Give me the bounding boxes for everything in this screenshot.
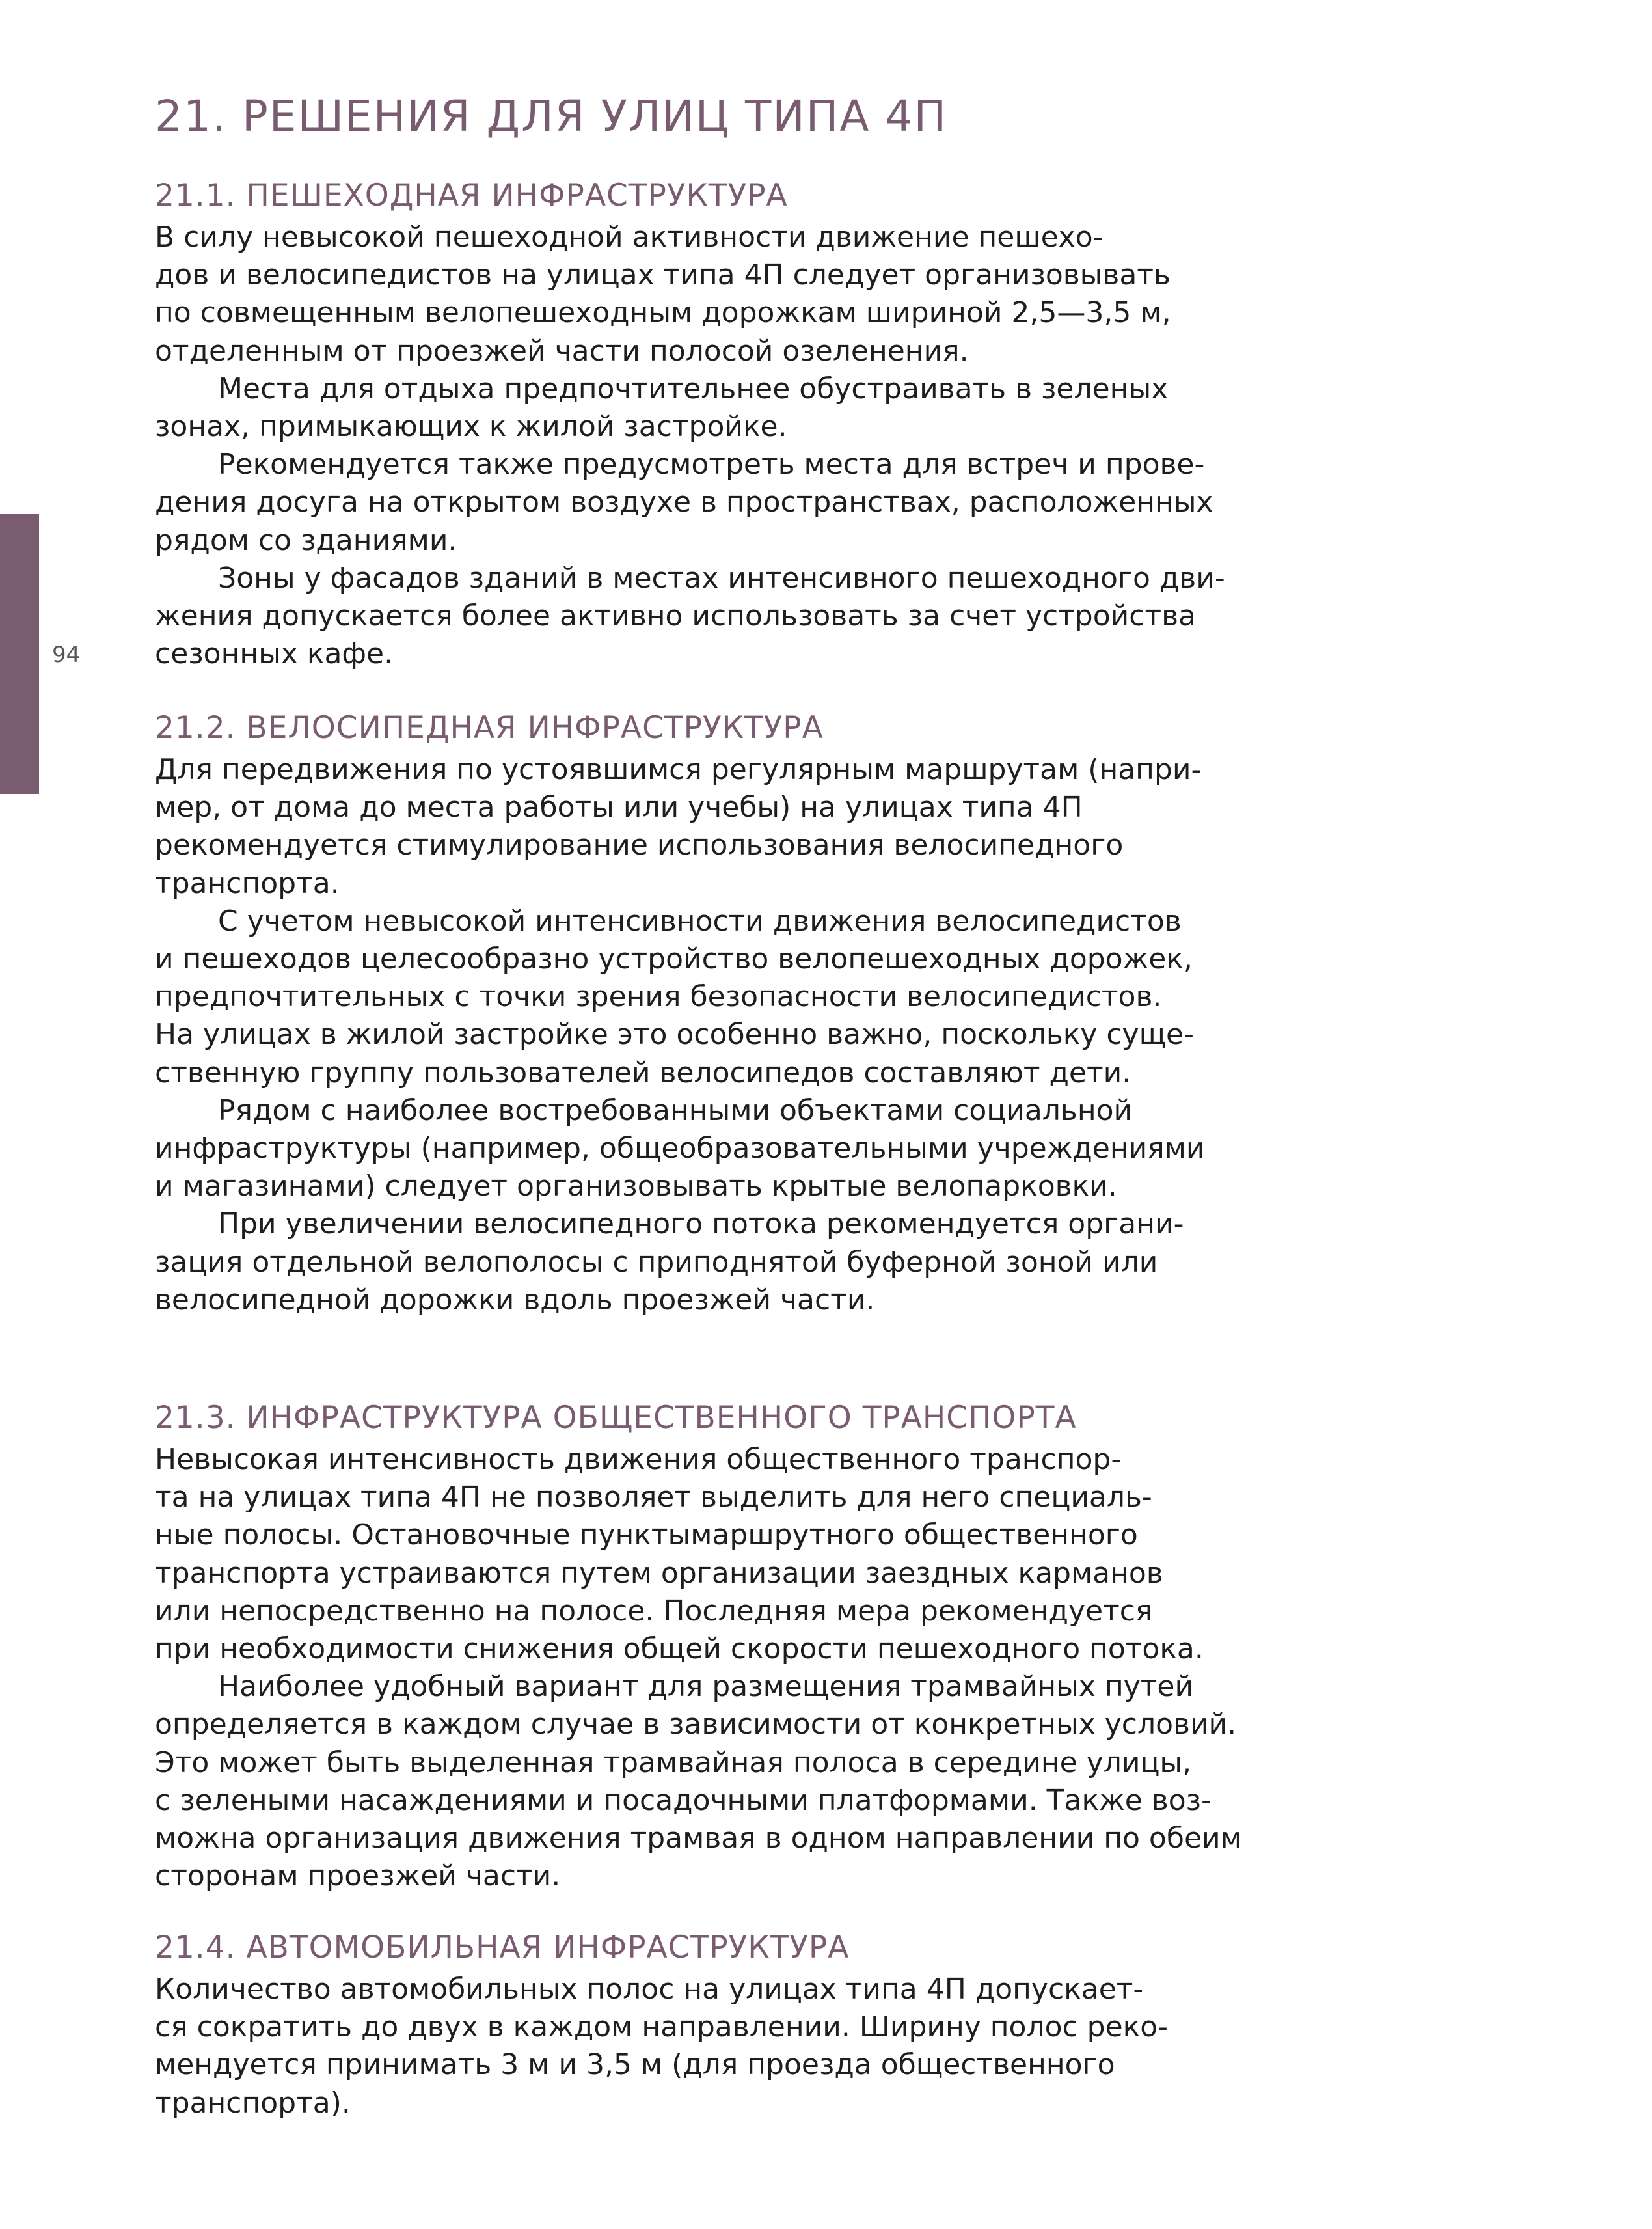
text-line: ся сократить до двух в каждом направлении. Ширину полос реко- [155,2010,1169,2044]
text-line: при необходимости снижения общей скорости пешеходного потока. [155,1632,1204,1666]
body-paragraph [155,1092,1205,1206]
body-paragraph [155,219,1183,370]
section-heading: 21.3. ИНФРАСТРУКТУРА ОБЩЕСТВЕННОГО ТРАНСПОРТА [155,1400,1077,1436]
text-line: ственную группу пользователей велосипедов составляют дети. [155,1056,1131,1089]
text-line: мер, от дома до места работы или учебы) на улицах типа 4П [155,791,1083,825]
text-line: транспорта. [155,866,340,900]
section-pedestrian-infrastructure [155,176,1225,673]
text-line: Невысокая интенсивность движения общественного транспор- [155,1443,1122,1476]
text-line: и магазинами) следует организовывать крытые велопарковки. [155,1169,1117,1203]
text-line: транспорта). [155,2086,351,2120]
text-line: зация отдельной велополосы с приподнятой буферной зоной или [155,1245,1158,1279]
text-line: отделенным от проезжей части полосой озеленения. [155,334,969,368]
text-line: Рядом с наиболее востребованными объектами социальной [218,1093,1133,1127]
body-paragraph [155,446,1213,560]
body-paragraph [155,370,1183,446]
text-line: и пешеходов целесообразно устройство велопешеходных дорожек, [155,942,1193,976]
text-line: с зелеными насаждениями и посадочными платформами. Также воз- [155,1783,1212,1817]
text-line: С учетом невысокой интенсивности движения велосипедистов [218,904,1182,938]
text-line: Зоны у фасадов зданий в местах интенсивного пешеходного дви- [218,561,1225,595]
body-paragraph [155,751,1202,903]
text-line: дения досуга на открытом воздухе в пространствах, расположенных [155,485,1213,519]
body-paragraph [155,560,1225,674]
text-line: дов и велосипедистов на улицах типа 4П следует организовывать [155,258,1171,292]
text-line: велосипедной дорожки вдоль проезжей части. [155,1283,875,1317]
text-line: сезонных кафе. [155,637,394,671]
body-paragraph [155,1971,1183,2122]
body-paragraph [155,903,1194,1092]
text-line: Рекомендуется также предусмотреть места для встреч и прове- [218,448,1205,482]
text-line: рядом со зданиями. [155,523,457,557]
body-paragraph [155,1441,1204,1668]
page-title: 21. РЕШЕНИЯ ДЛЯ УЛИЦ ТИПА 4П [155,91,948,141]
section-heading: 21.1. ПЕШЕХОДНАЯ ИНФРАСТРУКТУРА [155,178,788,213]
text-line: по совмещенным велопешеходным дорожкам шириной 2,5—3,5 м, [155,296,1171,330]
section-public-transport-infrastructure [155,1398,1242,1895]
text-line: определяется в каждом случае в зависимости от конкретных условий. [155,1708,1237,1742]
section-bicycle-infrastructure [155,708,1205,1319]
section-automobile-infrastructure [155,1928,1183,2122]
text-line: Это может быть выделенная трамвайная полоса в середине улицы, [155,1745,1192,1779]
text-line: предпочтительных с точки зрения безопасности велосипедистов. [155,980,1162,1014]
text-line: зонах, примыкающих к жилой застройке. [155,410,787,444]
section-heading: 21.2. ВЕЛОСИПЕДНАЯ ИНФРАСТРУКТУРА [155,710,824,746]
text-line: сторонам проезжей части. [155,1859,561,1893]
text-line: При увеличении велосипедного потока рекомендуется органи- [218,1207,1184,1241]
text-line: Наиболее удобный вариант для размещения трамвайных путей [218,1670,1194,1704]
text-line: инфраструктуры (например, общеобразовательными учреждениями [155,1132,1205,1166]
text-line: Для передвижения по устоявшимся регулярным маршрутам (напри- [155,753,1202,786]
text-line: ные полосы. Остановочные пунктымаршрутного общественного [155,1518,1138,1552]
page-number: 94 [52,642,81,668]
text-line: В силу невысокой пешеходной активности движение пешехо- [155,221,1104,254]
body-paragraph [155,1205,1183,1319]
text-line: На улицах в жилой застройке это особенно важно, поскольку суще- [155,1018,1194,1052]
body-paragraph [155,1668,1242,1895]
section-heading: 21.4. АВТОМОБИЛЬНАЯ ИНФРАСТРУКТУРА [155,1930,850,1965]
text-line: рекомендуется стимулирование использования велосипедного [155,828,1124,862]
text-line: та на улицах типа 4П не позволяет выделить для него специаль- [155,1481,1152,1514]
text-line: можна организация движения трамвая в одном направлении по обеим [155,1822,1242,1855]
text-line: транспорта устраиваются путем организации заездных карманов [155,1556,1163,1590]
text-line: мендуется принимать 3 м и 3,5 м (для проезда общественного [155,2048,1115,2082]
text-line: Количество автомобильных полос на улицах типа 4П допускает- [155,1973,1144,2006]
text-line: жения допускается более активно использовать за счет устройства [155,599,1196,633]
text-line: или непосредственно на полосе. Последняя мера рекомендуется [155,1594,1153,1628]
chapter-side-tab [0,514,39,794]
text-line: Места для отдыха предпочтительнее обустраивать в зеленых [218,372,1169,405]
